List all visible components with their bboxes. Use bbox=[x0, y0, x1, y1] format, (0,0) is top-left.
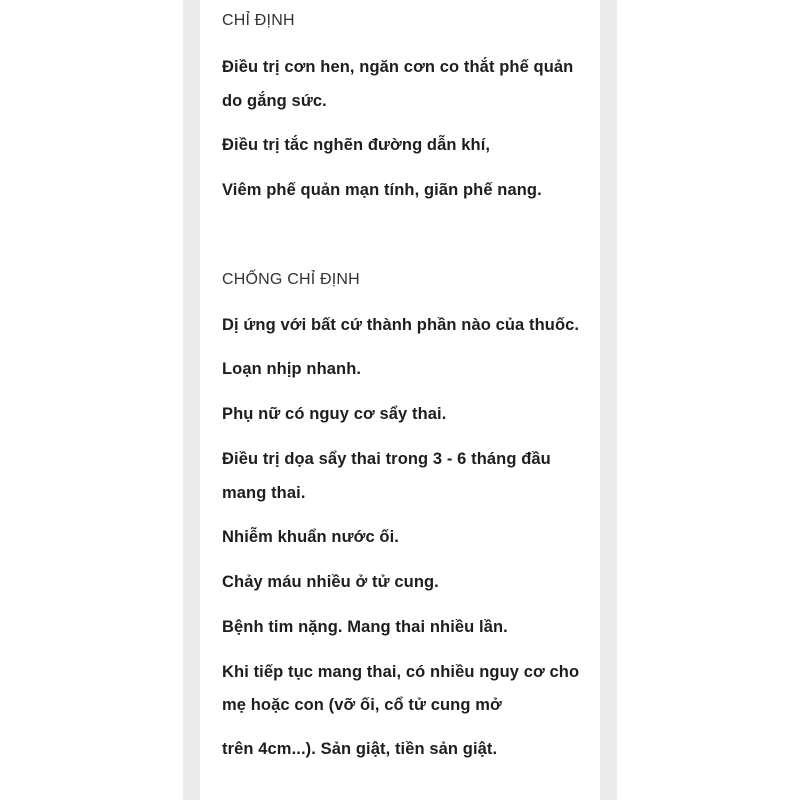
contraindication-line: Khi tiếp tục mang thai, có nhiều nguy cơ cho bbox=[222, 663, 580, 681]
section-heading-contraindications: CHỐNG CHỈ ĐỊNH bbox=[222, 271, 360, 288]
article-panel bbox=[200, 0, 600, 800]
contraindication-line: mẹ hoặc con (vỡ ối, cổ tử cung mở bbox=[222, 696, 502, 714]
indication-line: Điều trị tắc nghẽn đường dẫn khí, bbox=[222, 136, 491, 154]
contraindication-line: mang thai. bbox=[222, 484, 306, 502]
indication-line: Viêm phế quản mạn tính, giãn phế nang. bbox=[222, 181, 542, 199]
contraindication-line: Nhiễm khuẩn nước ối. bbox=[222, 528, 399, 546]
contraindication-line: Chảy máu nhiều ở tử cung. bbox=[222, 573, 439, 591]
section-heading-indications: CHỈ ĐỊNH bbox=[222, 12, 295, 29]
contraindication-line: Loạn nhịp nhanh. bbox=[222, 360, 362, 378]
contraindication-line: Điều trị dọa sẩy thai trong 3 - 6 tháng đầu bbox=[222, 450, 551, 468]
contraindication-line: trên 4cm...). Sản giật, tiền sản giật. bbox=[222, 740, 498, 758]
indication-line: do gắng sức. bbox=[222, 92, 327, 110]
indication-line: Điều trị cơn hen, ngăn cơn co thắt phế quản bbox=[222, 58, 574, 76]
contraindication-line: Phụ nữ có nguy cơ sẩy thai. bbox=[222, 405, 447, 423]
right-gutter bbox=[600, 0, 617, 800]
contraindication-line: Dị ứng với bất cứ thành phần nào của thuốc. bbox=[222, 316, 580, 334]
left-gutter bbox=[183, 0, 200, 800]
contraindication-line: Bệnh tim nặng. Mang thai nhiều lần. bbox=[222, 618, 508, 636]
